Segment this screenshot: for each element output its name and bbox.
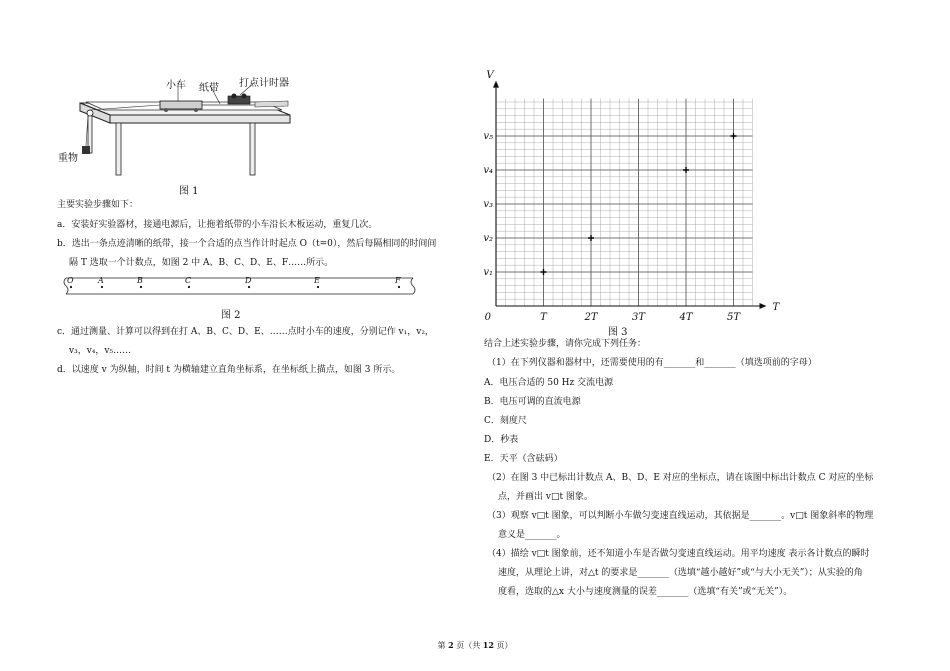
tape-point-e: E [314,276,320,285]
y-tick-label: v₁ [483,267,493,278]
x-axis-label: T [772,302,780,313]
origin-label: 0 [484,312,491,323]
data-point [731,133,737,139]
label-car: 小车 [166,80,186,91]
tape-drawing [62,276,417,296]
x-tick-label: 4T [679,312,693,323]
figure2-caption: 图 2 [221,310,241,321]
tape-dot [398,286,400,288]
tape-point-d: D [245,276,252,285]
tape-point-a: A [98,276,104,285]
tasks-lead: 结合上述实验步骤，请你完成下列任务： [484,339,647,349]
tape-dot [317,286,319,288]
tape-dot [188,286,190,288]
question-4-line1: （4）描绘 v□t 图象前，还不知道小车是否做匀变速直线运动。用平均速度 表示各计数点的瞬时 [487,549,870,559]
chart-grid-minor [496,99,753,306]
tape-point-c: C [185,276,192,285]
x-tick-label: 2T [584,312,598,323]
x-tick-label: 5T [726,312,741,323]
label-tape: 纸带 [199,83,219,94]
x-axis-arrow [760,303,767,309]
step-c-line2: v₃，v₄，v₅…… [69,346,132,356]
option-a: A．电压合适的 50 Hz 交流电源 [484,378,614,388]
footer-page-number: 2 [448,640,454,650]
tape-figure [62,276,417,296]
footer-suffix: 页） [496,641,513,650]
step-c-line1: c．通过测量、计算可以得到在打 A、B、C、D、E、……点时小车的速度，分别记作 v₁，v₂， [57,327,434,337]
tape-dot [140,286,142,288]
data-point [683,167,689,173]
question-2-line1: （2）在图 3 中已标出计数点 A、B、D、E 对应的坐标点，请在该图中标出计数点 C 对应的坐标 [487,473,874,483]
question-1: （1）在下列仪器和器材中，还需要使用的有_______和_______（填选项前的字母） [487,358,817,368]
y-tick-label: v₂ [483,233,493,244]
data-point [588,235,594,241]
step-d: d．以速度 v 为纵轴，时间 t 为横轴建立直角坐标系，在坐标纸上描点，如图 3 所示。 [57,365,401,375]
timer-shape [228,96,250,104]
label-weight: 重物 [58,153,78,164]
x-tick-label: T [540,312,547,323]
footer-prefix: 第 [437,641,446,650]
footer-total-pages: 12 [482,640,494,650]
option-c: C．刻度尺 [484,416,527,426]
y-tick-label: v₃ [483,199,493,210]
option-e: E．天平（含砝码） [484,454,563,464]
y-axis-arrow [493,81,499,88]
vt-chart [478,66,780,326]
step-a: a．安装好实验器材，接通电源后，让拖着纸带的小车沿长木板运动，重复几次。 [57,220,378,230]
footer-mid: 页（共 [456,641,481,650]
step-b-line2: 隔 T 选取一个计数点，如图 2 中 A、B、C、D、E、F……所示。 [69,258,334,268]
page-footer [0,640,950,651]
label-timer: 打点计时器 [239,78,289,89]
tape-point-o: O [67,276,74,285]
tape-dot [70,286,72,288]
y-tick-label: v₅ [483,131,493,142]
question-4-line3: 度看，选取的△x 大小与速度测量的误差_______（选填“有关”或“无关”）。 [498,587,793,597]
weight-shape [82,146,90,154]
question-3-line2: 意义是_______。 [498,530,566,540]
tape-dot [101,286,103,288]
chart-tick-labels [483,70,780,323]
tape-point-f: F [395,276,401,285]
y-tick-label: v₄ [483,165,493,176]
option-b: B．电压可调的直流电源 [484,397,581,407]
step-b-line1: b．选出一条点迹清晰的纸带，接一个合适的点当作计时起点 O（t=0），然后每隔相同的时间间 [57,239,437,249]
data-point [541,269,547,275]
tape-point-b: B [137,276,143,285]
chart-grid-major [496,99,753,306]
question-4-line2: 速度，从理论上讲，对△t 的要求是_______（选填“越小越好”或“与大小无关”）；从实验的角 [498,568,863,578]
figure3-caption: 图 3 [608,327,628,338]
intro-text: 主要实验步骤如下： [57,200,139,210]
vt-chart-svg [478,66,780,326]
y-axis-label: V [486,70,494,81]
figure1-caption: 图 1 [179,186,199,197]
x-tick-label: 3T [631,312,646,323]
question-2-line2: 点，并画出 v□t 图象。 [498,492,593,502]
option-d: D．秒表 [484,435,519,445]
car-shape [160,101,202,109]
tape-dot [248,286,250,288]
question-3-line1: （3）观察 v□t 图象，可以判断小车做匀变速直线运动，其依据是_______。v□t 图象斜率的物理 [487,511,874,521]
tape-dots [70,286,400,288]
